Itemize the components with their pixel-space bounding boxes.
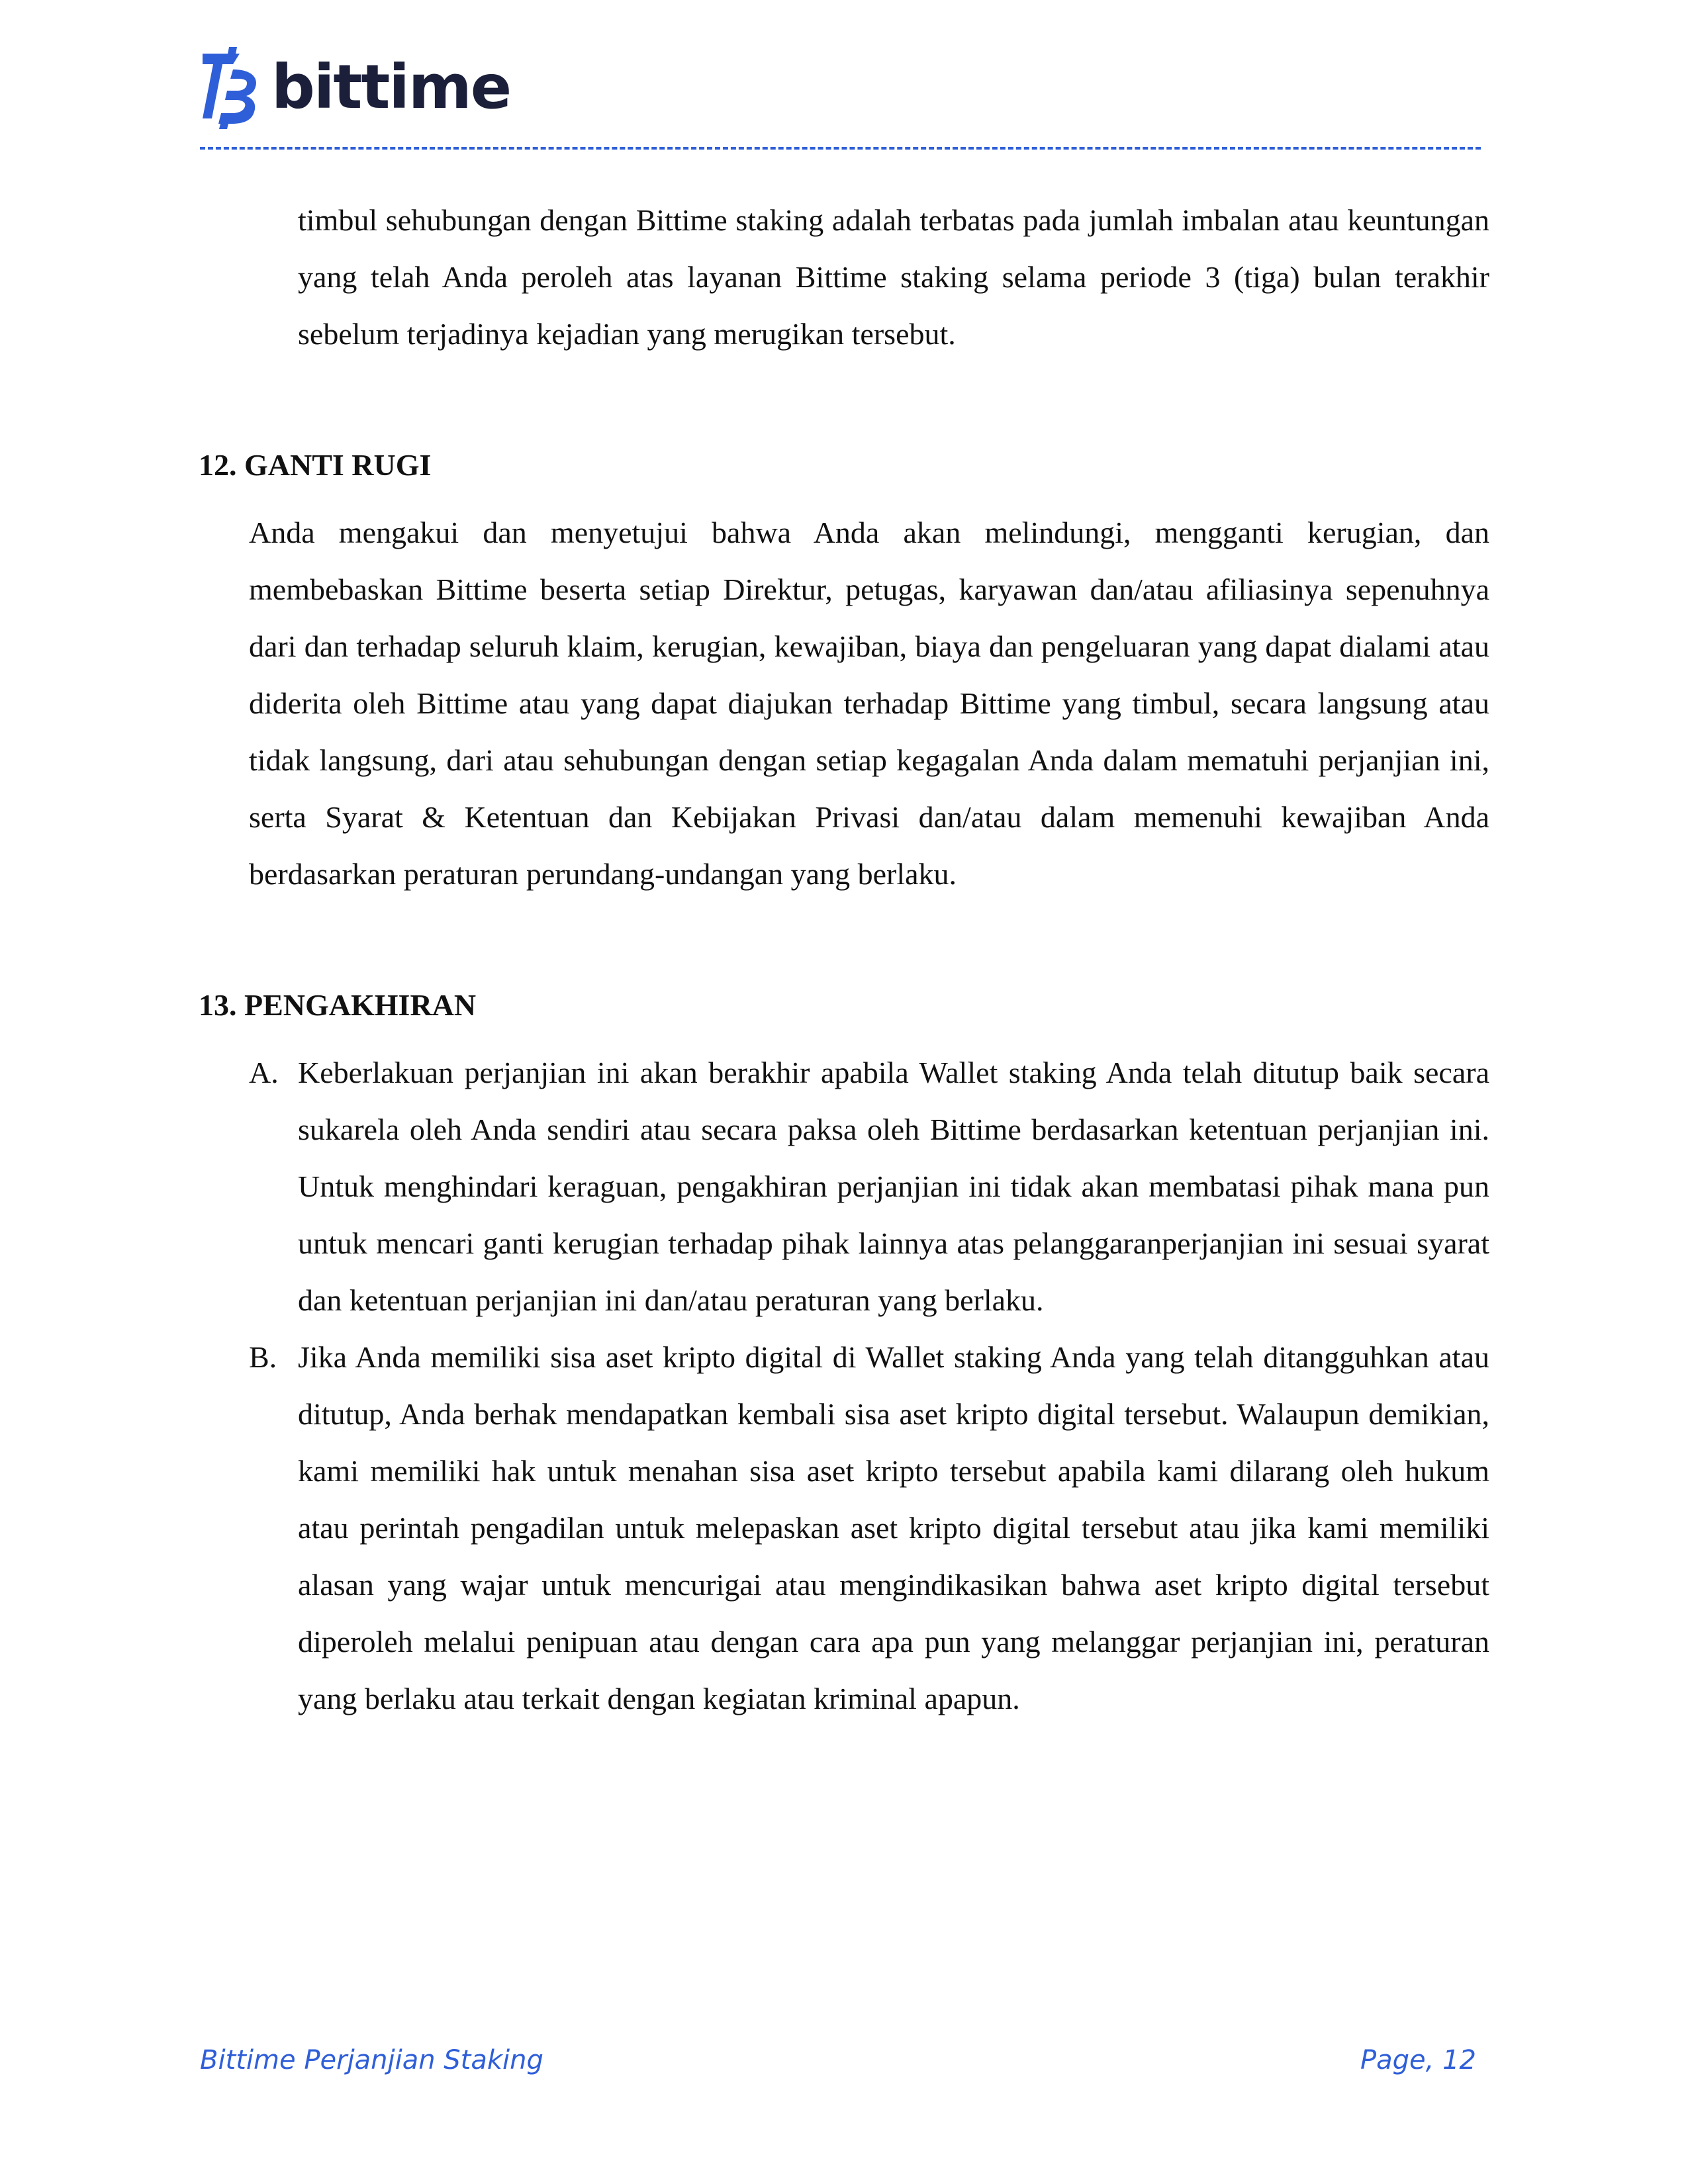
list-item xyxy=(249,1044,1489,1329)
brand-name: bittime xyxy=(271,52,511,122)
continuation-paragraph: timbul sehubungan dengan Bittime staking adalah terbatas pada jumlah imbalan atau keuntungan yang telah Anda peroleh atas layanan Bittime staking selama periode 3 (tiga) bulan terakhir sebelum terjadinya kejadian yang merugikan tersebut. xyxy=(298,203,1489,351)
section-12-paragraph: Anda mengakui dan menyetujui bahwa Anda akan melindungi, mengganti kerugian, dan membebaskan Bittime beserta setiap Direktur, petugas, karyawan dan/atau afiliasinya sepenuhnya dari dan terhadap seluruh klaim, kerugian, kewajiban, biaya dan pengeluaran yang dapat dialami atau diderita oleh Bittime atau yang dapat diajukan terhadap Bittime yang timbul, secara langsung atau tidak langsung, dari atau sehubungan dengan setiap kegagalan Anda dalam mematuhi perjanjian ini, serta Syarat & Ketentuan dan Kebijakan Privasi dan/atau dalam memenuhi kewajiban Anda berdasarkan peraturan perundang-undangan yang berlaku. xyxy=(249,516,1489,891)
footer-doc-title: Bittime Perjanjian Staking xyxy=(200,2045,543,2075)
bittime-logo-icon xyxy=(199,44,262,130)
list-item xyxy=(249,1329,1489,1727)
list-item-text: Jika Anda memiliki sisa aset kripto digital di Wallet staking Anda yang telah ditangguhkan atau ditutup, Anda berhak mendapatkan kembali sisa aset kripto digital tersebut. Walaupun demikian, kami memiliki hak untuk menahan sisa aset kripto tersebut apabila kami dilarang oleh hukum atau perintah pengadilan untuk melepaskan aset kripto digital tersebut atau jika kami memiliki alasan yang wajar untuk mencurigai atau mengindikasikan bahwa aset kripto digital tersebut diperoleh melalui penipuan atau dengan cara apa pun yang melanggar perjanjian ini, peraturan yang berlaku atau terkait dengan kegiatan kriminal apapun. xyxy=(298,1340,1489,1715)
document-body xyxy=(199,192,1489,1727)
list-marker: A. xyxy=(249,1056,279,1089)
header-divider xyxy=(200,147,1481,150)
bittime-logo xyxy=(199,41,510,134)
footer-page-number: Page, 12 xyxy=(1360,2045,1476,2075)
section-12-heading: 12. GANTI RUGI xyxy=(199,448,432,482)
section-13-heading: 13. PENGAKHIRAN xyxy=(199,988,477,1022)
list-marker: B. xyxy=(249,1340,277,1374)
list-item-text: Keberlakuan perjanjian ini akan berakhir apabila Wallet staking Anda telah ditutup baik secara sukarela oleh Anda sendiri atau secara paksa oleh Bittime berdasarkan ketentuan perjanjian ini. Untuk menghindari keraguan, pengakhiran perjanjian ini tidak akan membatasi pihak mana pun untuk mencari ganti kerugian terhadap pihak lainnya atas pelanggaranperjanjian ini sesuai syarat dan ketentuan perjanjian ini dan/atau peraturan yang berlaku. xyxy=(298,1056,1489,1317)
